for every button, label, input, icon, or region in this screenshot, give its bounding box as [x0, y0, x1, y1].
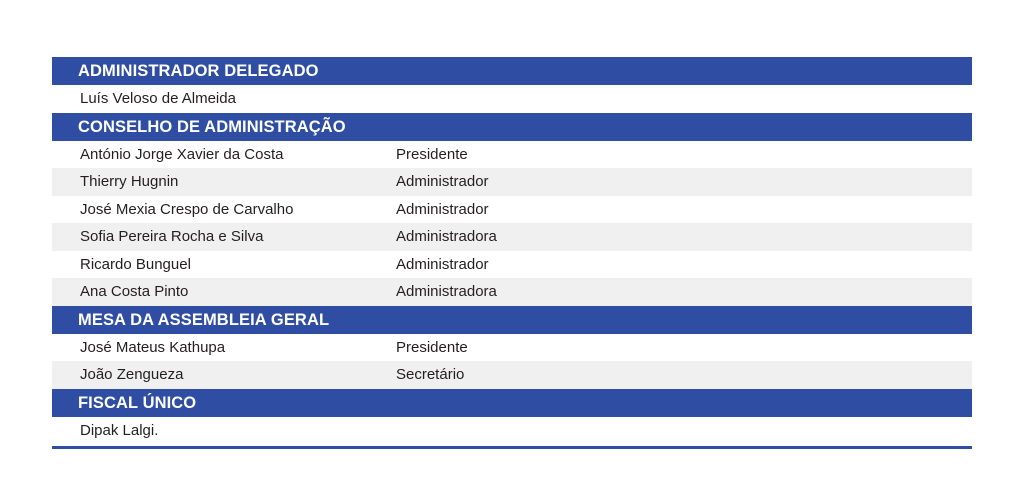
member-role: Presidente — [396, 338, 468, 356]
table-row — [52, 141, 972, 169]
member-role: Administrador — [396, 200, 489, 218]
member-role: Administradora — [396, 228, 497, 245]
section-header-mesa-da-assembleia-geral: MESA DA ASSEMBLEIA GERAL — [52, 306, 972, 334]
section-header-fiscal-unico: FISCAL ÚNICO — [52, 389, 972, 417]
table-row — [52, 417, 972, 445]
table-row — [52, 334, 972, 362]
member-name: Luís Veloso de Almeida — [80, 90, 236, 107]
bottom-divider — [52, 446, 972, 449]
member-name: Dipak Lalgi. — [80, 421, 159, 439]
table-row — [52, 196, 972, 224]
table-row — [52, 278, 972, 306]
member-role: Secretário — [396, 366, 465, 383]
member-role: Administradora — [396, 283, 497, 300]
member-name: Sofia Pereira Rocha e Silva — [80, 228, 264, 245]
table-row — [52, 223, 972, 251]
section-header-conselho-de-administracao: CONSELHO DE ADMINISTRAÇÃO — [52, 113, 972, 141]
member-name: Ana Costa Pinto — [80, 283, 189, 300]
member-name: José Mateus Kathupa — [80, 338, 226, 356]
member-name: João Zengueza — [80, 366, 184, 383]
member-name: António Jorge Xavier da Costa — [80, 145, 284, 163]
table-row — [52, 361, 972, 389]
section-header-administrador-delegado: ADMINISTRADOR DELEGADO — [52, 57, 972, 85]
table-row — [52, 85, 972, 113]
member-role: Administrador — [396, 255, 489, 273]
table-row — [52, 251, 972, 279]
table-row — [52, 168, 972, 196]
member-name: Thierry Hugnin — [80, 173, 179, 190]
member-name: José Mexia Crespo de Carvalho — [80, 200, 294, 218]
member-role: Presidente — [396, 145, 468, 163]
member-name: Ricardo Bunguel — [80, 255, 191, 273]
member-role: Administrador — [396, 173, 489, 190]
governance-table — [52, 57, 972, 449]
